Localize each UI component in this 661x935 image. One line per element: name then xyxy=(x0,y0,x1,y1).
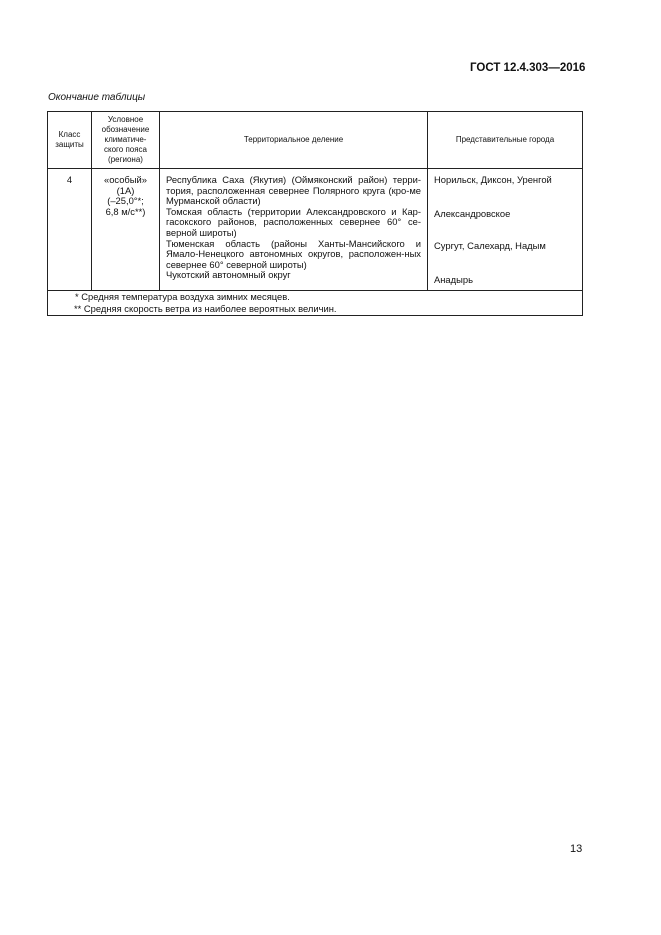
table-caption: Окончание таблицы xyxy=(48,92,146,103)
document-standard-header: ГОСТ 12.4.303—2016 xyxy=(470,62,586,74)
footnote-wind-speed: ** Средняя скорость ветра из наиболее вероятных величин. xyxy=(74,302,337,314)
header-representative-cities: Представительные города xyxy=(428,112,583,169)
header-protection-class: Класс защиты xyxy=(48,112,92,169)
territory-item: Республика Саха (Якутия) (Оймяконский район) терри-тория, расположенная севернее Полярного круга (кро-ме Мурманской области) xyxy=(166,174,421,207)
header-territorial-division: Территориальное деление xyxy=(160,112,428,169)
city-item: Александровское xyxy=(434,208,511,219)
climate-zones-table xyxy=(47,111,583,316)
territory-item: Тюменская область (районы Ханты-Мансийского и Ямало-Ненецкого автономных округов, расположен-ных севернее 60° северной широты) xyxy=(166,237,421,270)
table-header-row xyxy=(48,112,583,169)
climate-zone-value: «особый» (1А) (–25,0°*; 6,8 м/с**) xyxy=(92,169,160,291)
header-climate-zone-symbol: Условное обозначение климатиче- ского пояса (региона) xyxy=(92,112,160,169)
footnote-temperature: * Средняя температура воздуха зимних месяцев. xyxy=(75,290,290,302)
cities-cell xyxy=(428,169,583,291)
protection-class-value: 4 xyxy=(48,169,92,291)
city-item: Сургут, Салехард, Надым xyxy=(434,240,546,251)
city-item: Анадырь xyxy=(434,274,473,285)
territory-item: Чукотский автономный округ xyxy=(166,269,291,281)
table-row xyxy=(48,169,583,291)
city-item: Норильск, Диксон, Уренгой xyxy=(434,174,552,185)
territories-cell xyxy=(160,169,428,291)
table-notes-row xyxy=(48,290,583,315)
table-notes xyxy=(48,290,583,315)
territory-item: Томская область (территории Александровского и Кар-гасокского районов, расположенных севернее 60° се-верной широты) xyxy=(166,205,421,238)
page-number: 13 xyxy=(570,843,583,855)
